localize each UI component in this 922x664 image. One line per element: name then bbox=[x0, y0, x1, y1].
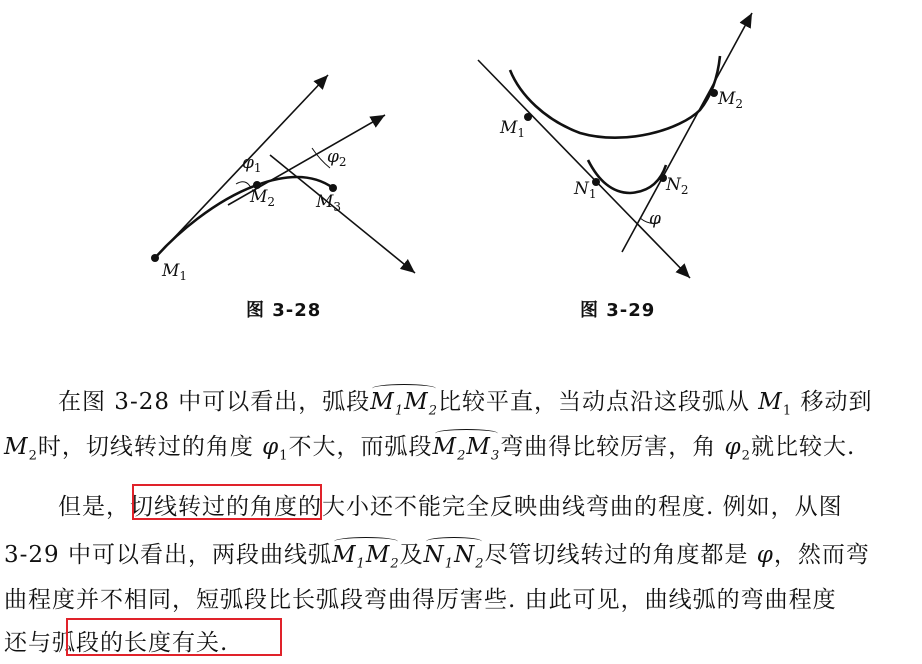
text-span: 不大，而弧段 bbox=[288, 434, 433, 460]
point-m3 bbox=[329, 184, 337, 192]
symbol-m2: M bbox=[4, 434, 29, 460]
arc-n1n2: $N_1N_2$ bbox=[423, 542, 485, 572]
paragraph1-line2: $M_2$时，切线转过的角度 $\varphi_1$不大，而弧段$M_2M_3$弯曲得比较厉害，角 $\varphi_2$就比较大. bbox=[4, 434, 856, 464]
symbol-m1: M bbox=[758, 389, 783, 415]
symbol-phi2: φ bbox=[724, 434, 742, 460]
arc-m1m2: $M_1M_2$ bbox=[370, 389, 438, 419]
text-span: 弯曲得比较厉害，角 bbox=[500, 434, 717, 460]
arc-m1m2: $M_1M_2$ bbox=[331, 542, 400, 572]
figure-3-28 bbox=[151, 75, 415, 283]
paragraph2-line2 bbox=[4, 536, 870, 572]
label-phi1: $\varphi_1$ bbox=[242, 153, 262, 175]
text-span: 及 bbox=[399, 542, 424, 568]
point-n1 bbox=[592, 178, 600, 186]
tangent-m1-n1-line bbox=[478, 60, 690, 278]
label-m1: $M_1$ bbox=[162, 261, 188, 283]
text-span: 3-29 中可以看出，两段曲线弧 bbox=[4, 542, 332, 568]
point-m1 bbox=[151, 254, 159, 262]
symbol-phi: φ bbox=[756, 542, 774, 568]
point-m1 bbox=[524, 113, 532, 121]
text-span: 尽管切线转过的角度都是 bbox=[484, 542, 749, 568]
label-m2: $M_2$ bbox=[718, 89, 744, 111]
point-m2 bbox=[710, 89, 718, 97]
text-span: 在图 3-28 中可以看出，弧段 bbox=[58, 389, 371, 415]
label-m3: $M_3$ bbox=[316, 192, 342, 214]
highlight-box-angle bbox=[132, 484, 322, 520]
text-span: 但是， bbox=[58, 494, 130, 520]
text-span: 的大小还不能完全反映曲线弯曲的程度. 例如，从图 bbox=[298, 494, 843, 520]
text-span: 就比较大. bbox=[750, 434, 856, 460]
label-phi2: $\varphi_2$ bbox=[327, 147, 347, 169]
curve-arc bbox=[155, 177, 333, 258]
paragraph2-line3 bbox=[4, 581, 837, 614]
highlight-box-length bbox=[66, 618, 282, 656]
figure-caption-3-29: 图 3-29 bbox=[580, 300, 656, 321]
highlighted-phrase-length: 弧段的长度有关. bbox=[52, 630, 229, 656]
figure-caption-3-28: 图 3-28 bbox=[246, 300, 322, 321]
highlighted-phrase-angle: 切线转过的角度 bbox=[130, 494, 298, 520]
label-n1: $N_1$ bbox=[574, 179, 597, 201]
paragraph1-line1: 在图 3-28 中可以看出，弧段$M_1M_2$比较平直，当动点沿这段弧从 $M_1$ 移动到 bbox=[58, 389, 873, 419]
arc-m2m3: $M_2M_3$ bbox=[432, 434, 501, 464]
text-span: ，然而弯 bbox=[773, 542, 870, 568]
figure-3-29 bbox=[478, 13, 752, 278]
tangent-m2-n2-line bbox=[622, 13, 752, 252]
symbol-phi1: φ bbox=[262, 434, 280, 460]
text-span: 还与 bbox=[4, 630, 52, 656]
label-m2: $M_2$ bbox=[250, 187, 276, 209]
label-m1: $M_1$ bbox=[500, 118, 526, 140]
text-span: 比较平直，当动点沿这段弧从 bbox=[437, 389, 750, 415]
text-span: 曲程度并不相同，短弧段比长弧段弯曲得厉害些. 由此可见，曲线弧的弯曲程度 bbox=[4, 587, 837, 613]
text-span: 时，切线转过的角度 bbox=[37, 434, 254, 460]
text-span: 移动到 bbox=[800, 389, 873, 415]
label-n2: $N_2$ bbox=[666, 175, 689, 197]
tangent-m3-line bbox=[270, 155, 415, 273]
label-phi: φ bbox=[649, 209, 661, 229]
short-arc-n1n2 bbox=[588, 160, 666, 193]
